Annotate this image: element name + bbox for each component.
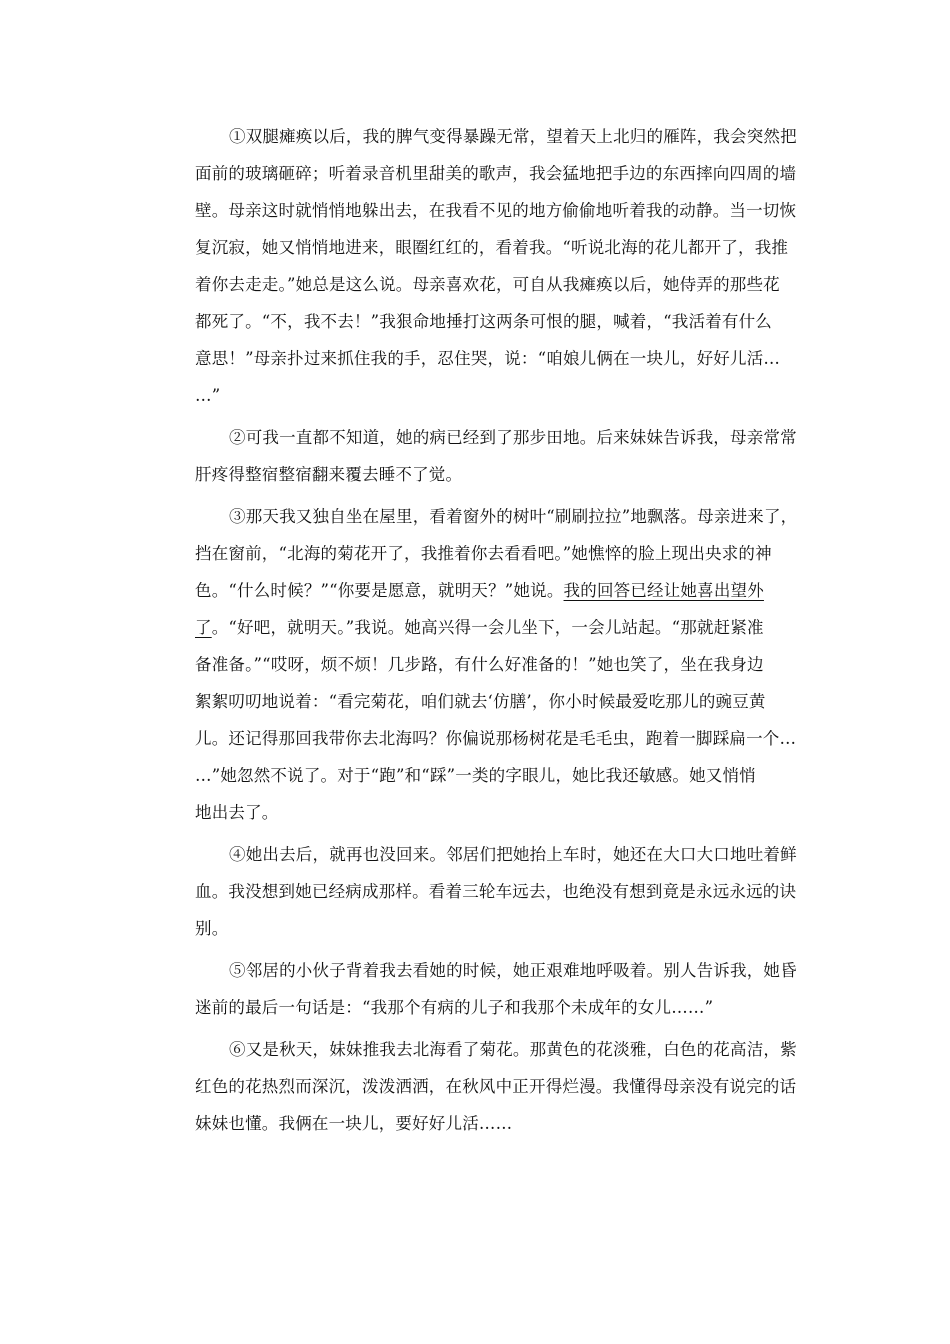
underlined-sentence-end: 了 bbox=[195, 618, 212, 637]
text-line: 红色的花热烈而深沉，泼泼洒洒，在秋风中正开得烂漫。我懂得母亲没有说完的话 bbox=[195, 1077, 797, 1096]
text-line: 肝疼得整宿整宿翻来覆去睡不了觉。 bbox=[195, 465, 463, 484]
text-line: …” bbox=[195, 386, 221, 405]
text-line: 儿。还记得那回我带你去北海吗？你偏说那杨树花是毛毛虫，跑着一脚踩扁一个… bbox=[195, 729, 797, 748]
article-body bbox=[195, 118, 807, 1142]
paragraph-1 bbox=[195, 118, 807, 414]
text-line: ③那天我又独自坐在屋里，看着窗外的树叶“刷刷拉拉”地飘落。母亲进来了， bbox=[229, 507, 798, 526]
text-line: 意思！”母亲扑过来抓住我的手，忍住哭，说：“咱娘儿俩在一块儿，好好儿活… bbox=[195, 349, 781, 368]
text-line: ①双腿瘫痪以后，我的脾气变得暴躁无常，望着天上北归的雁阵，我会突然把 bbox=[229, 127, 797, 146]
text-line: ④她出去后，就再也没回来。邻居们把她抬上车时，她还在大口大口地吐着鲜 bbox=[229, 845, 797, 864]
text-line: 复沉寂，她又悄悄地进来，眼圈红红的，看着我。“听说北海的花儿都开了，我推 bbox=[195, 238, 789, 257]
text-line: 壁。母亲这时就悄悄地躲出去，在我看不见的地方偷偷地听着我的动静。当一切恢 bbox=[195, 201, 797, 220]
text-line: ⑤邻居的小伙子背着我去看她的时候，她正艰难地呼吸着。别人告诉我，她昏 bbox=[229, 961, 797, 980]
text-line: ⑥又是秋天，妹妹推我去北海看了菊花。那黄色的花淡雅，白色的花高洁，紫 bbox=[229, 1040, 797, 1059]
paragraph-2 bbox=[195, 419, 807, 493]
text-line: 迷前的最后一句话是：“我那个有病的儿子和我那个未成年的女儿……” bbox=[195, 998, 714, 1017]
text-line: 地出去了。 bbox=[195, 803, 279, 822]
text-line: 都死了。“不，我不去！”我狠命地捶打这两条可恨的腿，喊着，“我活着有什么 bbox=[195, 312, 773, 331]
text-line: 絮絮叨叨地说着：“看完菊花，咱们就去‘仿膳’，你小时候最爱吃那儿的豌豆黄 bbox=[195, 692, 766, 711]
text-line: 血。我没想到她已经病成那样。看着三轮车远去，也绝没有想到竟是永远永远的诀 bbox=[195, 882, 797, 901]
text-line: …”她忽然不说了。对于“跑”和“踩”一类的字眼儿，她比我还敏感。她又悄悄 bbox=[195, 766, 756, 785]
underlined-sentence: 我的回答已经让她喜出望外 bbox=[563, 581, 764, 600]
paragraph-6 bbox=[195, 1031, 807, 1142]
text-line: 面前的玻璃砸碎；听着录音机里甜美的歌声，我会猛地把手边的东西摔向四周的墙 bbox=[195, 164, 797, 183]
text-line bbox=[195, 609, 807, 646]
text-line: 备准备。”“哎呀，烦不烦！几步路，有什么好准备的！”她也笑了，坐在我身边 bbox=[195, 655, 764, 674]
paragraph-5 bbox=[195, 952, 807, 1026]
paragraph-3 bbox=[195, 498, 807, 831]
text-segment: 色。“什么时候？”“你要是愿意，就明天？”她说。 bbox=[195, 581, 564, 600]
text-line: 着你去走走。”她总是这么说。母亲喜欢花，可自从我瘫痪以后，她侍弄的那些花 bbox=[195, 275, 780, 294]
text-line: 别。 bbox=[195, 919, 229, 938]
text-line: 挡在窗前，“北海的菊花开了，我推着你去看看吧。”她憔悴的脸上现出央求的神 bbox=[195, 544, 772, 563]
text-segment: 。“好吧，就明天。”我说。她高兴得一会儿坐下，一会儿站起。“那就赶紧准 bbox=[211, 618, 764, 637]
text-line: 妹妹也懂。我俩在一块儿，要好好儿活…… bbox=[195, 1114, 513, 1133]
text-line bbox=[195, 572, 807, 609]
paragraph-4 bbox=[195, 836, 807, 947]
text-line: ②可我一直都不知道，她的病已经到了那步田地。后来妹妹告诉我，母亲常常 bbox=[229, 428, 797, 447]
